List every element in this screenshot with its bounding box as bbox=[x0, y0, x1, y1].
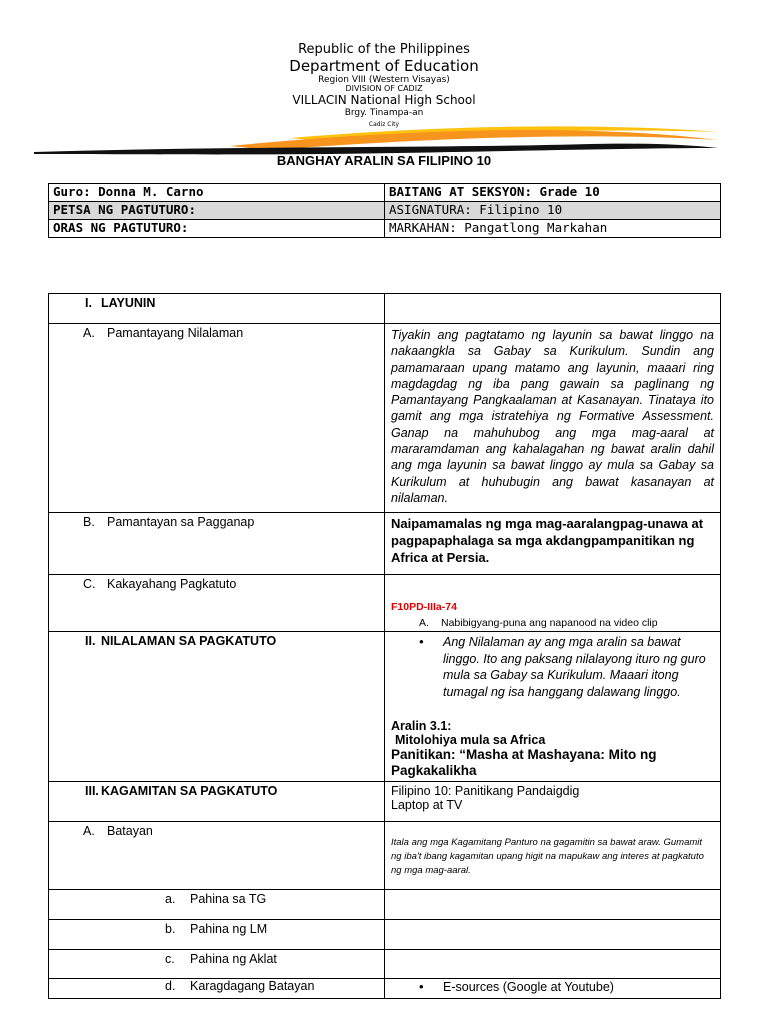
section-label: Pamantayan sa Pagganap bbox=[107, 515, 255, 529]
content-text: Itala ang mga Kagamitang Panturo na gagamitin sa bawat araw. Gumamit ng iba't ibang kagamitan upang higit na mapukaw ang interes at pagkatuto ng mga mag-aaral. bbox=[391, 837, 704, 876]
table-row bbox=[49, 575, 721, 632]
material-line: Filipino 10: Panitikang Pandaigdig bbox=[391, 784, 580, 798]
content-cell bbox=[385, 324, 721, 513]
bullet-icon: • bbox=[419, 979, 424, 994]
section-label: Batayan bbox=[107, 824, 153, 838]
section-karagdagang-batayan bbox=[49, 979, 385, 999]
panitikan-title: Panitikan: “Masha at Mashayana: Mito ng Pagkakalikha bbox=[391, 747, 657, 778]
section-number: I. bbox=[85, 296, 92, 310]
table-row bbox=[49, 632, 721, 782]
section-number: II. bbox=[85, 634, 96, 648]
section-label: NILALAMAN SA PAGKATUTO bbox=[101, 634, 277, 648]
info-table bbox=[48, 183, 721, 238]
competency-text: Nabibigyang-puna ang napanood na video clip bbox=[441, 617, 658, 629]
section-kakayahang-pagkatuto bbox=[49, 575, 385, 632]
table-row bbox=[49, 782, 721, 822]
section-label: LAYUNIN bbox=[101, 296, 156, 310]
lesson-plan-table bbox=[48, 293, 721, 999]
section-number: a. bbox=[165, 892, 176, 906]
section-pahina-aklat bbox=[49, 950, 385, 979]
teacher-cell: Guro: Donna M. Carno bbox=[49, 184, 385, 202]
section-number: c. bbox=[165, 952, 175, 966]
content-cell bbox=[385, 979, 721, 999]
header-city: Cadiz City bbox=[368, 121, 400, 128]
table-row bbox=[49, 890, 721, 920]
section-label: Pamantayang Nilalaman bbox=[107, 326, 244, 340]
table-row bbox=[49, 294, 721, 324]
info-row bbox=[49, 220, 721, 238]
competency-code: F10PD-IIIa-74 bbox=[391, 601, 457, 613]
table-row bbox=[49, 822, 721, 890]
section-label: Pahina ng Aklat bbox=[190, 952, 277, 966]
content-text: Tiyakin ang pagtatamo ng layunin sa bawat linggo na nakaangkla sa Gabay sa Kurikulum. Sundin ang pamamaraan upang matamo ang layunin, maaari ring magdagdag ng iba pang gawain sa paglinang ng Pamantayang Pangkaalaman at Kasanayan. Tinataya ito gamit ang mga istratehiya ng Formative Assessment. Ganap na mahuhubog ang mga mag-aaral at mararamdaman ang kahalagahan ng bawat aralin dahil ang mga layunin sa bawat linggo ay mula sa Gabay sa Kurikulum at huhubugin ang bawat kasanayan at nilalaman. bbox=[391, 328, 714, 505]
header-region: Region VIII (Western Visayas) bbox=[318, 75, 450, 85]
section-number: A. bbox=[83, 824, 95, 838]
quarter-cell: MARKAHAN: Pangatlong Markahan bbox=[385, 220, 721, 238]
header-school: VILLACIN National High School bbox=[292, 93, 476, 107]
section-number: B. bbox=[83, 515, 95, 529]
section-number: C. bbox=[83, 577, 96, 591]
bullet-icon: • bbox=[419, 634, 424, 649]
section-label: KAGAMITAN SA PAGKATUTO bbox=[101, 784, 278, 798]
header-division: DIVISION OF CADIZ bbox=[345, 84, 423, 93]
grade-section-cell: BAITANG AT SEKSYON: Grade 10 bbox=[385, 184, 721, 202]
section-number: d. bbox=[165, 979, 176, 993]
empty-cell bbox=[385, 920, 721, 950]
aralin-number: Aralin 3.1: bbox=[391, 719, 452, 733]
empty-cell bbox=[385, 890, 721, 920]
table-row bbox=[49, 324, 721, 513]
section-label: Kakayahang Pagkatuto bbox=[107, 577, 237, 591]
section-batayan bbox=[49, 822, 385, 890]
section-pamantayan-sa-pagganap bbox=[49, 513, 385, 575]
content-cell bbox=[385, 575, 721, 632]
table-row bbox=[49, 513, 721, 575]
section-label: Pahina ng LM bbox=[190, 922, 268, 936]
content-cell bbox=[385, 632, 721, 782]
content-cell bbox=[385, 822, 721, 890]
subject-cell: ASIGNATURA: Filipino 10 bbox=[385, 202, 721, 220]
header-republic: Republic of the Philippines bbox=[298, 42, 470, 57]
section-pahina-lm bbox=[49, 920, 385, 950]
section-pamantayang-nilalaman bbox=[49, 324, 385, 513]
section-number: A. bbox=[83, 326, 95, 340]
section-kagamitan bbox=[49, 782, 385, 822]
section-pahina-tg bbox=[49, 890, 385, 920]
time-cell: ORAS NG PAGTUTURO: bbox=[49, 220, 385, 238]
content-cell bbox=[385, 782, 721, 822]
aralin-title: Mitolohiya mula sa Africa bbox=[395, 733, 546, 747]
bullet-text: E-sources (Google at Youtube) bbox=[443, 980, 614, 994]
table-row bbox=[49, 920, 721, 950]
document-title: BANGHAY ARALIN SA FILIPINO 10 bbox=[276, 153, 492, 168]
section-number: III. bbox=[85, 784, 99, 798]
empty-cell bbox=[385, 950, 721, 979]
header-barangay: Brgy. Tinampa-an bbox=[344, 108, 424, 118]
material-line: Laptop at TV bbox=[391, 798, 463, 812]
section-layunin bbox=[49, 294, 385, 324]
info-row bbox=[49, 184, 721, 202]
section-nilalaman bbox=[49, 632, 385, 782]
list-item bbox=[391, 979, 714, 996]
section-label: Karagdagang Batayan bbox=[190, 979, 315, 993]
info-row bbox=[49, 202, 721, 220]
bullet-text: Ang Nilalaman ay ang mga aralin sa bawat linggo. Ito ang paksang nilalayong ituro ng guro mula sa Gabay sa Kurikulum. Maaari itong tumagal ng isa hanggang dalawang linggo. bbox=[443, 635, 706, 699]
content-cell bbox=[385, 513, 721, 575]
header-department: Department of Education bbox=[289, 57, 479, 75]
table-row bbox=[49, 979, 721, 999]
competency-number: A. bbox=[419, 617, 429, 629]
empty-cell bbox=[385, 294, 721, 324]
section-label: Pahina sa TG bbox=[190, 892, 267, 906]
content-text: Naipamamalas ng mga mag-aaralangpag-unawa at pagpapaphalaga sa mga akdangpampanitikan ng Africa at Persia. bbox=[391, 516, 704, 565]
table-row bbox=[49, 950, 721, 979]
list-item bbox=[391, 634, 714, 700]
competency-item bbox=[391, 617, 714, 629]
date-cell: PETSA NG PAGTUTURO: bbox=[49, 202, 385, 220]
section-number: b. bbox=[165, 922, 176, 936]
